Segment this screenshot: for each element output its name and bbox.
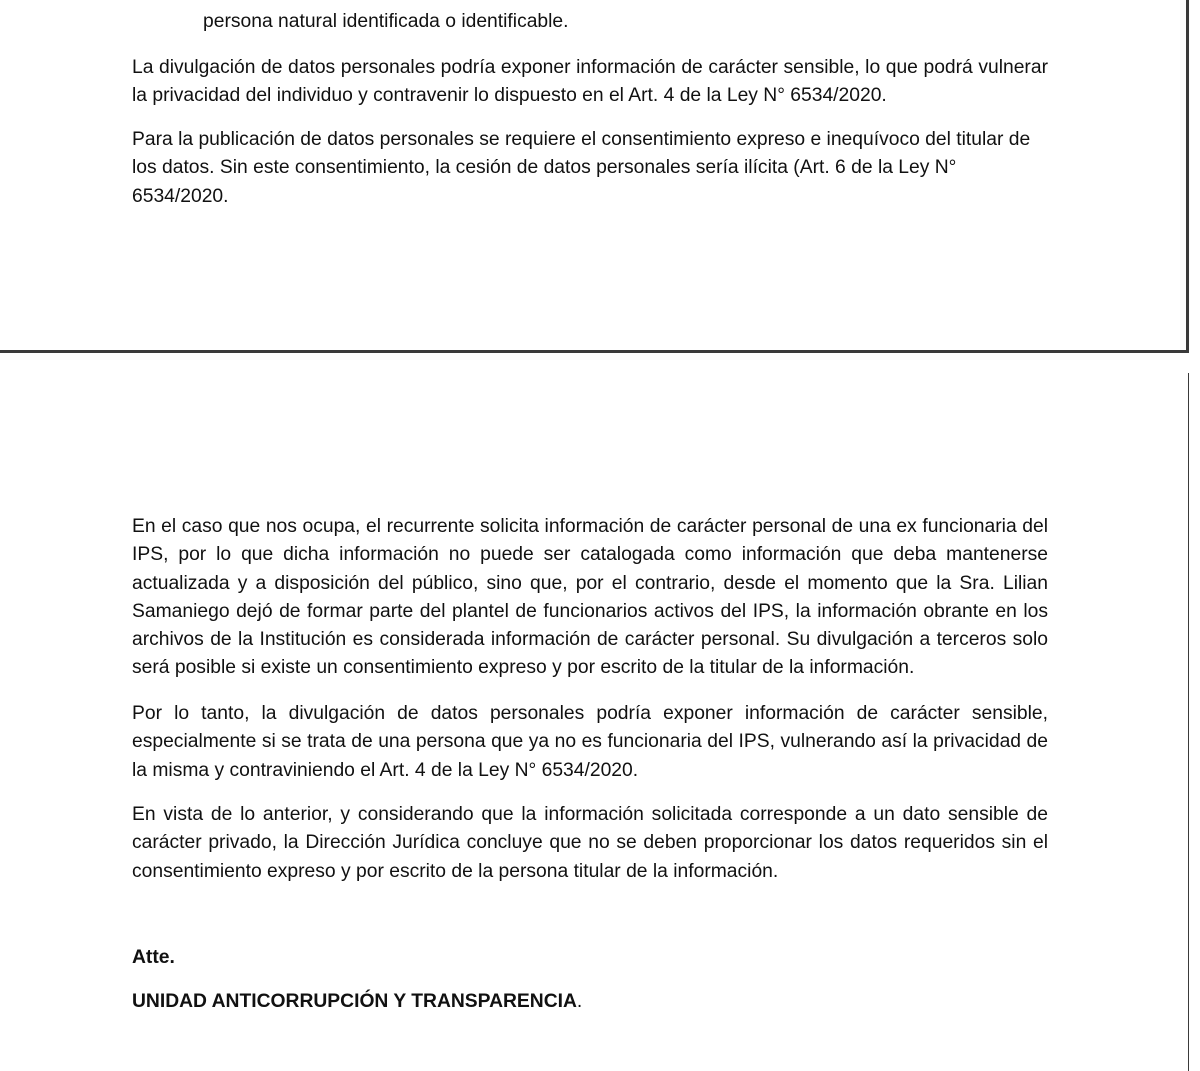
closing-salutation: Atte. — [132, 947, 175, 968]
page-break-gap — [0, 352, 1200, 373]
document-page-bottom — [0, 373, 1188, 1071]
closing-signature-block — [132, 988, 582, 1016]
page-edge-bottom — [0, 350, 1188, 353]
paragraph-disclosure-risk: La divulgación de datos personales podría exponer información de carácter sensible, lo que podrá vulnerar la privacidad del individuo y contravenir lo dispuesto en el Art. 4 de la Ley N° 6534/2020. — [132, 57, 1048, 107]
paragraph-consent-required: Para la publicación de datos personales se requiere el consentimiento expreso e inequívoco del titular de los datos. Sin este consentimiento, la cesión de datos personales sería ilícita (Art. 6 de la Ley N° 6534/2020. — [132, 129, 1031, 207]
unit-name: UNIDAD ANTICORRUPCIÓN Y TRANSPARENCIA — [132, 991, 577, 1012]
document-page-top — [0, 0, 1188, 352]
page-edge-right — [1186, 0, 1189, 353]
paragraph-conclusion: En vista de lo anterior, y considerando que la información solicitada corresponde a un dato sensible de carácter privado, la Dirección Jurídica concluye que no se deben proporcionar los datos requeridos sin el consentimiento expreso y por escrito de la persona titular de la información. — [132, 804, 1048, 882]
list-item-continuation: persona natural identificada o identificable. — [203, 11, 569, 32]
unit-suffix: . — [576, 991, 583, 1012]
paragraph-case-analysis: En el caso que nos ocupa, el recurrente solicita información de carácter personal de una ex funcionaria del IPS, por lo que dicha información no puede ser catalogada como información que deba mantenerse actualizada y a disposición del público, sino que, por el contrario, desde el momento que la Sra. Lilian Samaniego dejó de formar parte del plantel de funcionarios activos del IPS, la información obrante en los archivos de la Institución es considerada información de carácter personal. Su divulgación a terceros solo será posible si existe un consentimiento expreso y por escrito de la titular de la información. — [132, 516, 1048, 679]
paragraph-therefore: Por lo tanto, la divulgación de datos personales podría exponer información de carácter sensible, especialmente si se trata de una persona que ya no es funcionaria del IPS, vulnerando así la privacidad de la misma y contraviniendo el Art. 4 de la Ley N° 6534/2020. — [132, 703, 1048, 781]
